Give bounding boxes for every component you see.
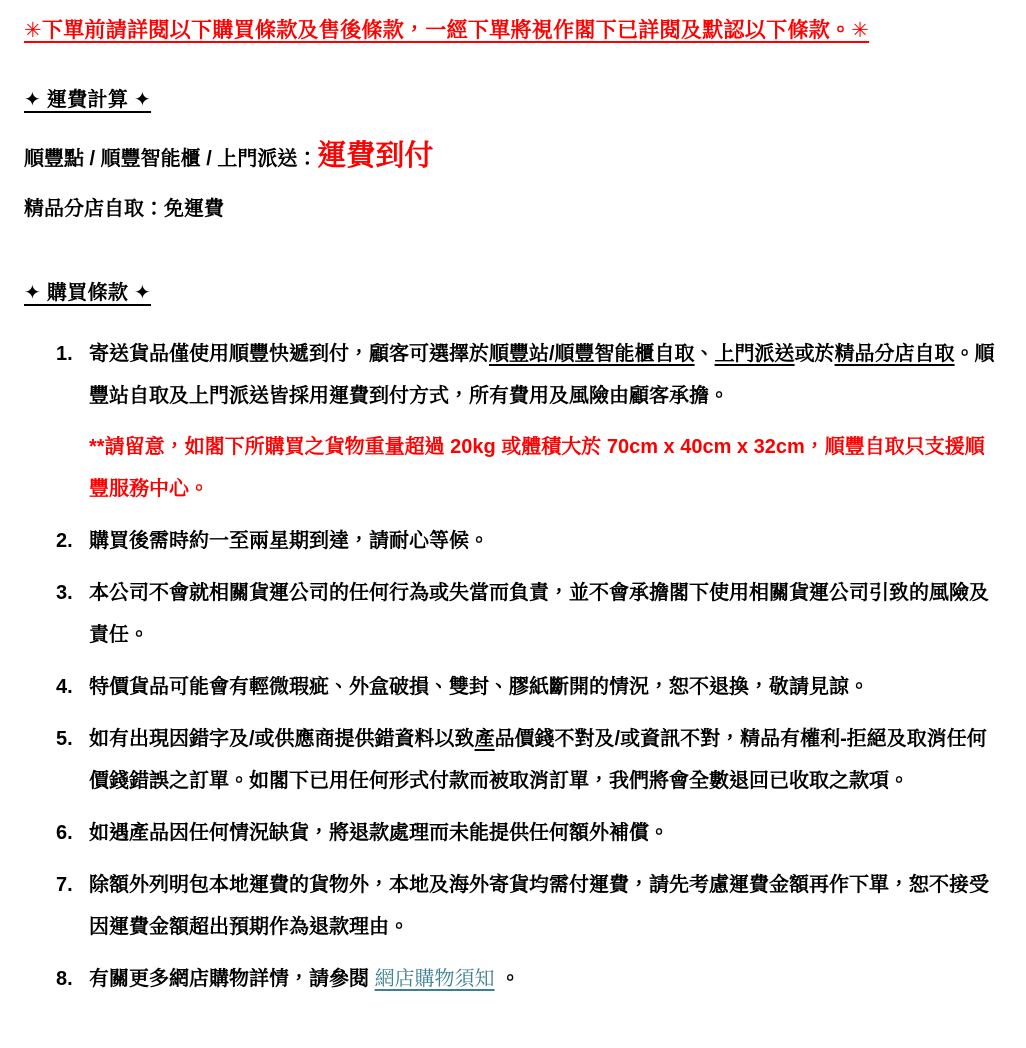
text-segment: 本公司不會就相關貨運公司的任何行為或失當而負責，並不會承擔閣下使用相關貨運公司引致的風險及責任。 (89, 582, 989, 646)
shipping-methods-label: 順豐點 / 順豐智能櫃 / 上門派送： (24, 148, 318, 170)
term-body (89, 958, 1002, 1000)
terms-section-heading: ✦ 購買條款 ✦ (24, 282, 152, 304)
term-item (24, 812, 1002, 854)
term-text (89, 520, 1002, 562)
term-red-note (89, 426, 1002, 510)
pre-order-notice: ✳下單前請詳閱以下購買條款及售後條款，一經下單將視作閣下已詳閱及默認以下條款。✳ (24, 19, 870, 42)
shipping-line-sf (24, 138, 1002, 177)
term-body (89, 666, 1002, 708)
freight-collect-highlight: 運費到付 (317, 140, 434, 172)
underlined-text: 產 (474, 728, 495, 750)
text-segment: 寄送貨品僅使用順豐快遞到付，顧客可選擇於 (89, 343, 489, 365)
text-segment: 除額外列明包本地運費的貨物外，本地及海外寄貨均需付運費，請先考慮運費金額再作下單，恕不接受因運費金額超出預期作為退款理由。 (89, 874, 989, 938)
term-text (89, 572, 1002, 656)
text-segment: **請留意，如閣下所購買之貨物重量超過 20kg 或體積大於 70cm x 40cm x 32cm，順豐自取只支援順豐服務中心。 (89, 436, 985, 500)
term-body (89, 718, 1002, 802)
term-text (89, 812, 1002, 854)
text-segment: 如有出現因錯字及/或供應商提供錯資料以致 (89, 728, 475, 750)
term-item (24, 520, 1002, 562)
term-number: 5. (56, 728, 73, 750)
text-segment: 如遇產品因任何情況缺貨，將退款處理而未能提供任何額外補償。 (89, 822, 669, 844)
term-item (24, 864, 1002, 948)
term-text (89, 864, 1002, 948)
underlined-text: 順豐站/順豐智能櫃自取 (489, 343, 695, 365)
term-item (24, 958, 1002, 1000)
term-number: 6. (56, 822, 73, 844)
term-text (89, 958, 1002, 1000)
term-body (89, 864, 1002, 948)
underlined-text: 精品分店自取 (834, 343, 955, 365)
shipping-section-heading: ✦ 運費計算 ✦ (24, 89, 152, 111)
term-text (89, 333, 1002, 417)
text-segment: 、 (694, 343, 715, 365)
term-item (24, 718, 1002, 802)
text-segment: 。 (494, 968, 521, 990)
term-body (89, 572, 1002, 656)
term-body (89, 812, 1002, 854)
term-number: 7. (56, 874, 73, 896)
text-segment: 品價錢不對及/或資訊不對，精品有權利-拒絕及取消任何價錢錯誤之訂單。如閣下已用任何形式付款而被取消訂單，我們將會全數退回已收取之款項。 (89, 728, 987, 792)
term-text (89, 718, 1002, 802)
term-number: 3. (56, 582, 73, 604)
shipping-line-pickup: 精品分店自取：免運費 (24, 198, 224, 220)
terms-list (24, 333, 1002, 1000)
term-text (89, 666, 1002, 708)
term-number: 8. (56, 968, 73, 990)
term-item (24, 666, 1002, 708)
term-body (89, 333, 1002, 510)
shop-guide-link[interactable]: 網店購物須知 (374, 968, 495, 990)
term-item (24, 333, 1002, 510)
text-segment: 購買後需時約一至兩星期到達，請耐心等候。 (89, 530, 489, 552)
term-number: 4. (56, 676, 73, 698)
underlined-text: 上門派送 (714, 343, 795, 365)
term-number: 1. (56, 343, 73, 365)
term-item (24, 572, 1002, 656)
text-segment: 特價貨品可能會有輕微瑕疵、外盒破損、雙封、膠紙斷開的情況，恕不退換，敬請見諒。 (89, 676, 869, 698)
text-segment: 或於 (794, 343, 835, 365)
text-segment: 有關更多網店購物詳情，請參閱 (89, 968, 375, 990)
term-body (89, 520, 1002, 562)
term-number: 2. (56, 530, 73, 552)
text-segment: 。順豐站自取及上門派送皆採用運費到付方式，所有費用及風險由顧客承擔。 (89, 343, 995, 407)
